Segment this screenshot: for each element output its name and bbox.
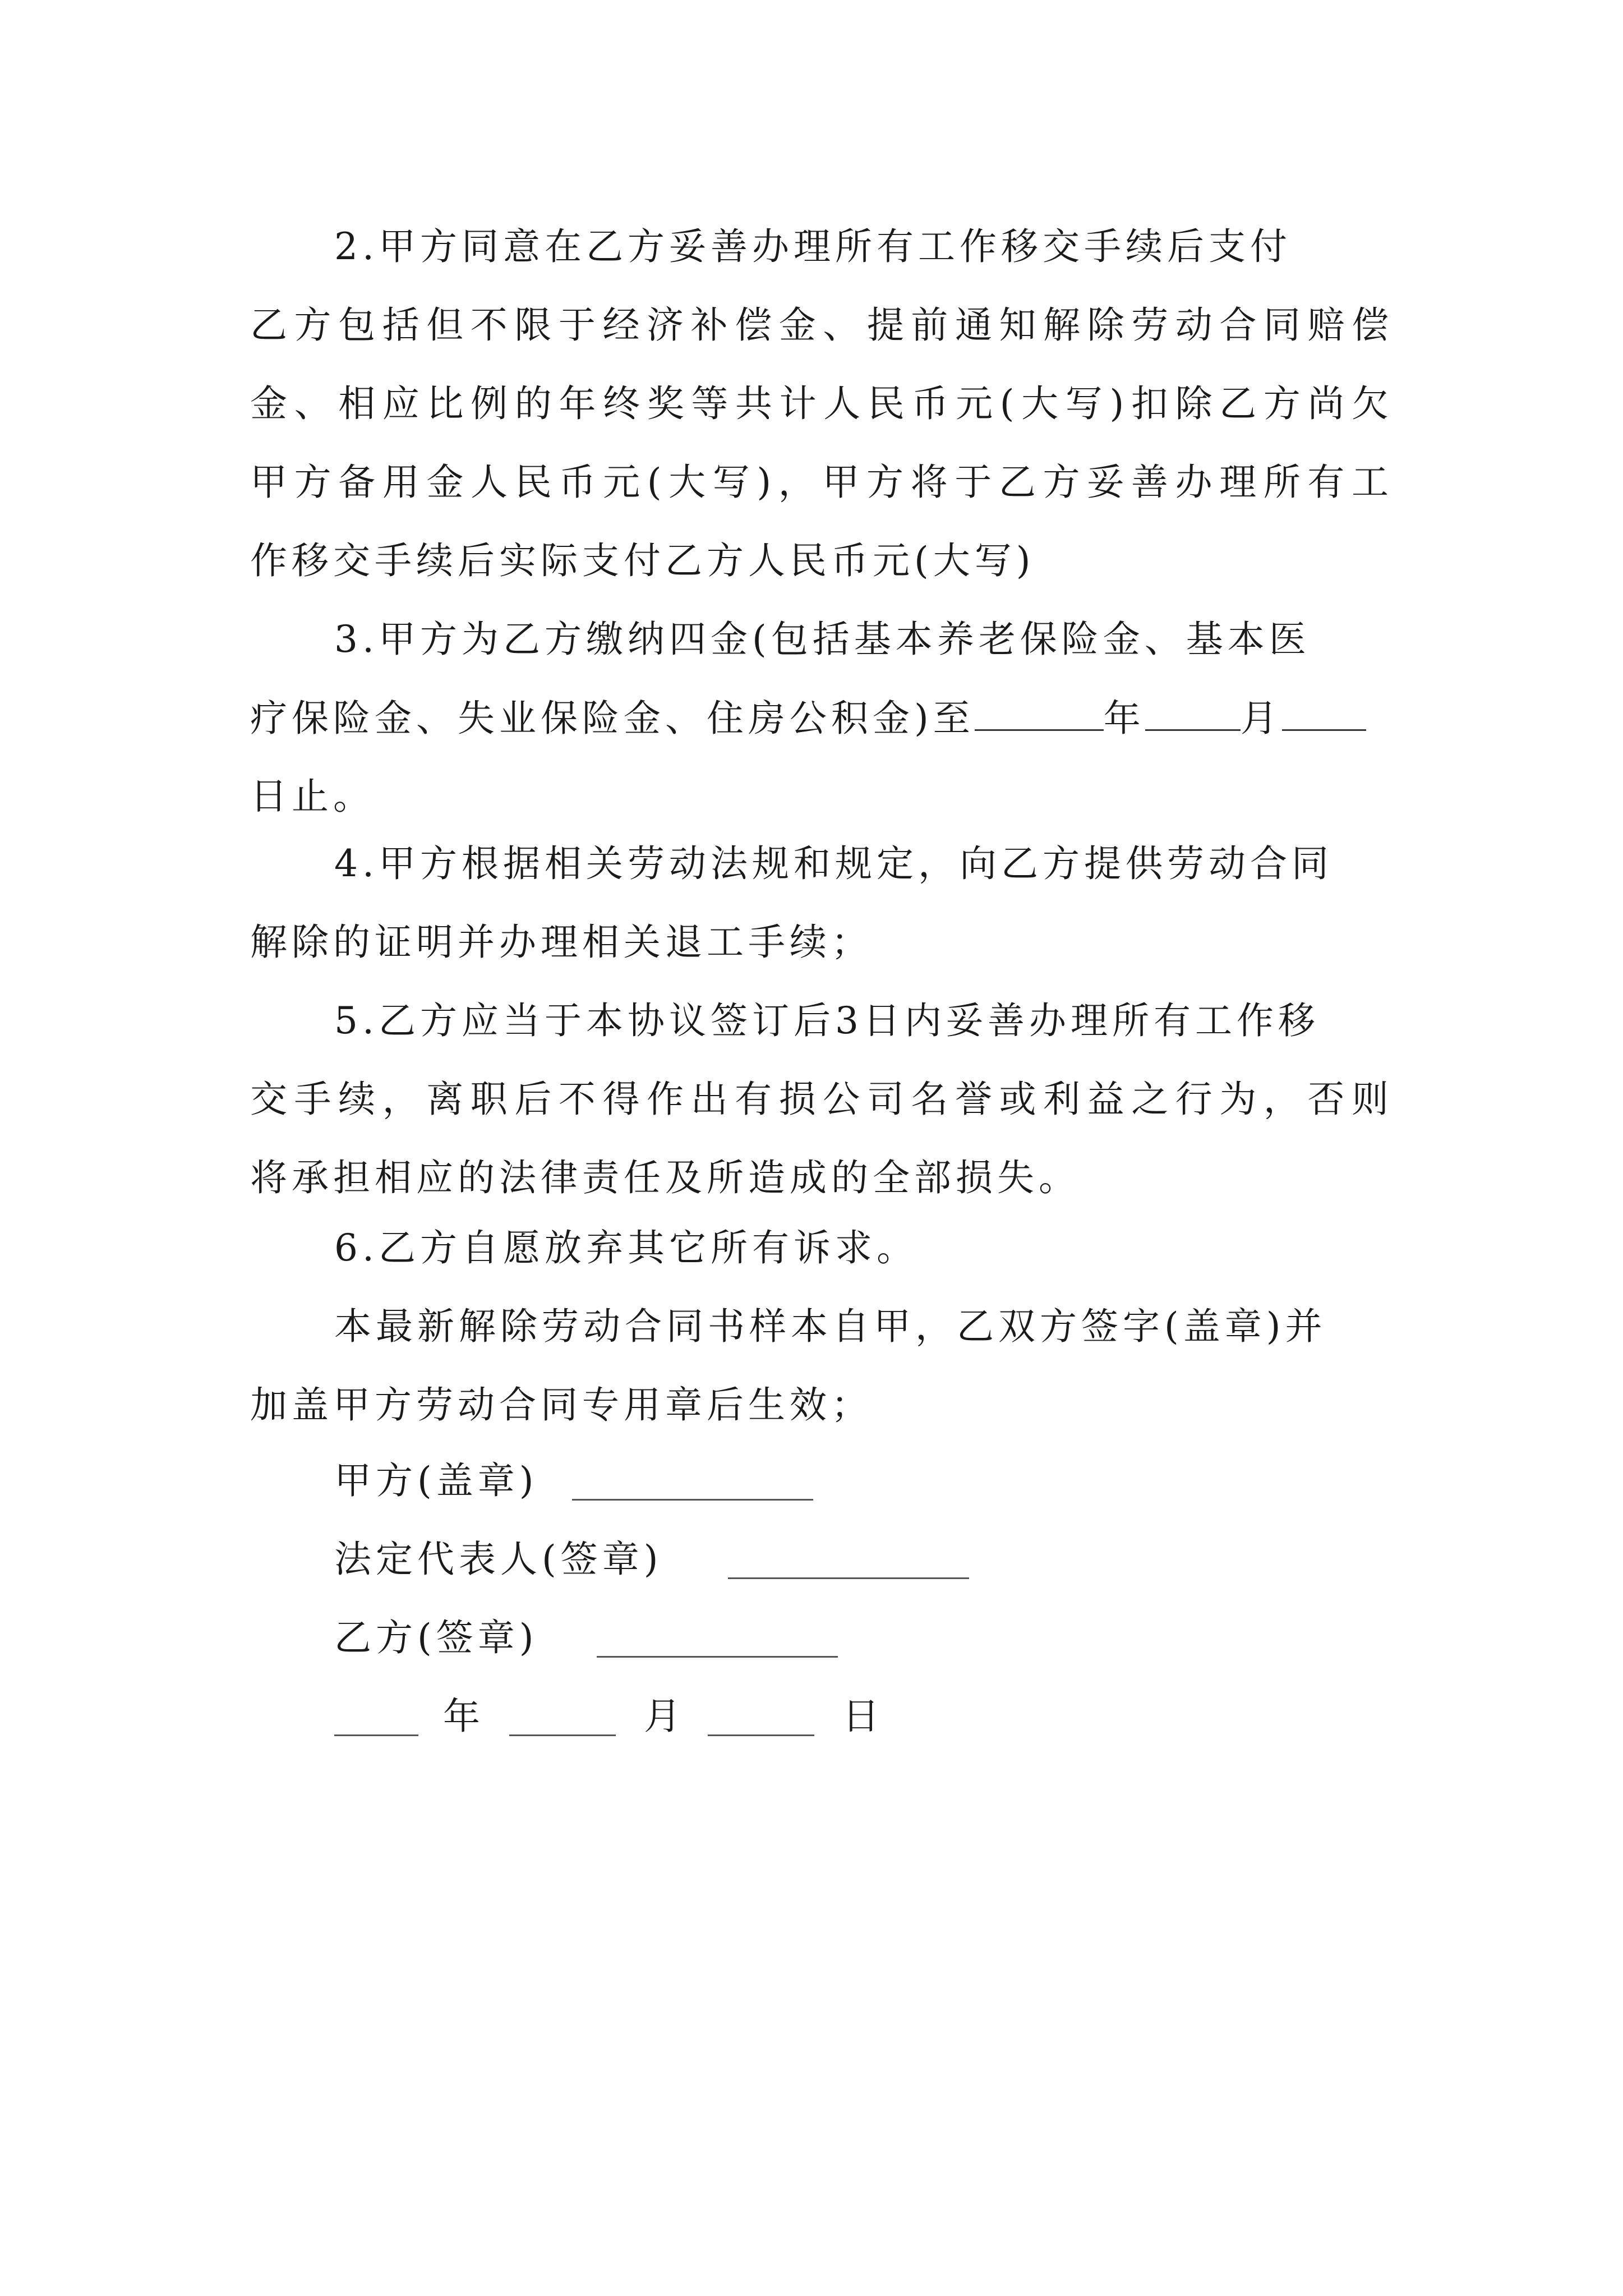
paragraph-5-line-3: 将承担相应的法律责任及所造成的全部损失。 [250, 1156, 1080, 1199]
paragraph-6-line-1: 6.乙方自愿放弃其它所有诉求。 [334, 1226, 918, 1269]
paragraph-7-line-1: 本最新解除劳动合同书样本自甲，乙双方签字(盖章)并 [334, 1305, 1327, 1348]
party-a-seal-line[interactable] [572, 1499, 813, 1501]
paragraph-7-line-2: 加盖甲方劳动合同专用章后生效； [250, 1383, 873, 1427]
legal-rep-signature-line[interactable] [728, 1577, 969, 1579]
date-day-line[interactable] [708, 1734, 814, 1736]
date-month-line[interactable] [509, 1734, 616, 1736]
legal-rep-signature-label: 法定代表人(签章) [334, 1538, 663, 1581]
paragraph-4-line-2: 解除的证明并办理相关退工手续； [250, 921, 873, 964]
paragraph-2-line-5: 作移交手续后实际支付乙方人民币元(大写) [250, 539, 1035, 582]
month-label: 月 [1240, 697, 1282, 740]
party-b-signature-label: 乙方(签章) [334, 1616, 538, 1659]
year-label: 年 [1103, 697, 1145, 740]
paragraph-5-line-1: 5.乙方应当于本协议签订后3日内妥善办理所有工作移 [334, 999, 1320, 1042]
paragraph-3-line-2 [250, 696, 1366, 741]
party-b-signature-line[interactable] [597, 1656, 838, 1658]
paragraph-3-line-3: 日止。 [250, 775, 375, 818]
paragraph-4-line-1: 4.甲方根据相关劳动法规和规定，向乙方提供劳动合同 [334, 842, 1333, 885]
paragraph-2-line-3: 金、相应比例的年终奖等共计人民币元(大写)扣除乙方尚欠 [250, 382, 1389, 425]
paragraph-2-line-1: 2.甲方同意在乙方妥善办理所有工作移交手续后支付 [334, 225, 1292, 268]
party-a-seal-label: 甲方(盖章) [334, 1459, 538, 1502]
month-blank[interactable] [1145, 696, 1241, 731]
paragraph-3-line-2-text: 疗保险金、失业保险金、住房公积金)至 [250, 697, 975, 740]
day-blank[interactable] [1282, 696, 1366, 731]
date-year-line[interactable] [334, 1734, 418, 1736]
date-day-label: 日 [842, 1695, 884, 1738]
paragraph-3-line-1: 3.甲方为乙方缴纳四金(包括基本养老保险金、基本医 [334, 618, 1311, 661]
paragraph-2-line-2: 乙方包括但不限于经济补偿金、提前通知解除劳动合同赔偿 [250, 303, 1389, 347]
paragraph-2-line-4: 甲方备用金人民币元(大写)，甲方将于乙方妥善办理所有工 [250, 461, 1389, 504]
year-blank[interactable] [975, 696, 1104, 731]
date-month-label: 月 [644, 1695, 685, 1738]
paragraph-5-line-2: 交手续，离职后不得作出有损公司名誉或利益之行为，否则 [250, 1078, 1389, 1121]
date-year-label: 年 [443, 1695, 485, 1738]
